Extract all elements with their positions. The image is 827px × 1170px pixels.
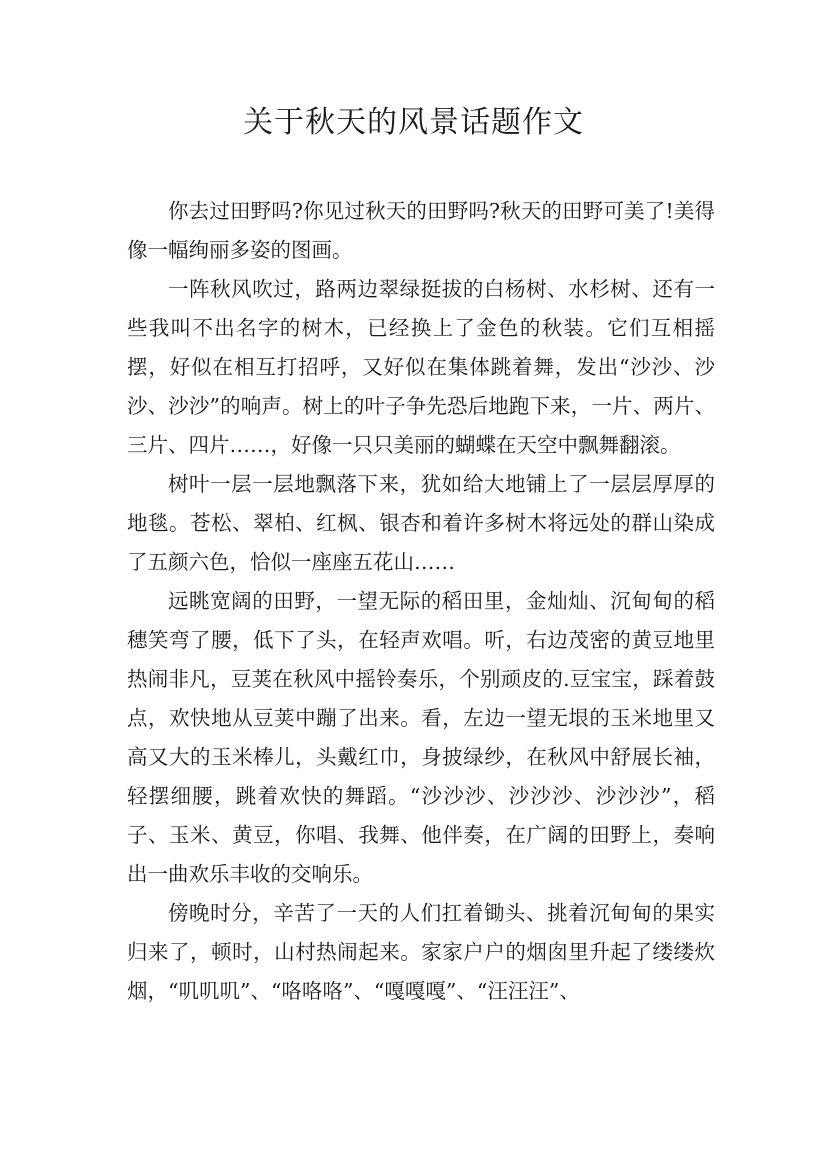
document-body [127, 192, 715, 1011]
paragraph-4: 远眺宽阔的田野，一望无际的稻田里，金灿灿、沉甸甸的稻穗笑弯了腰，低下了头，在轻声欢唱。听，右边茂密的黄豆地里热闹非凡，豆荚在秋风中摇铃奏乐，个别顽皮的.豆宝宝，踩着鼓点，欢快地从豆荚中蹦了出来。看，左边一望无垠的玉米地里又高又大的玉米棒儿，头戴红巾，身披绿纱，在秋风中舒展长袖，轻摆细腰，跳着欢快的舞蹈。“沙沙沙、沙沙沙、沙沙沙”，稻子、玉米、黄豆，你唱、我舞、他伴奏，在广阔的田野上，奏响出一曲欢乐丰收的交响乐。 [127, 589, 715, 886]
document-title: 关于秋天的风景话题作文 [243, 105, 584, 140]
paragraph-3: 树叶一层一层地飘落下来，犹如给大地铺上了一层层厚厚的地毯。苍松、翠柏、红枫、银杏和着许多树木将远处的群山染成了五颜六色，恰似一座座五花山…… [127, 472, 715, 574]
paragraph-1: 你去过田野吗?你见过秋天的田野吗?秋天的田野可美了!美得像一幅绚丽多姿的图画。 [127, 199, 715, 262]
paragraph-2: 一阵秋风吹过，路两边翠绿挺拔的白杨树、水杉树、还有一些我叫不出名字的树木，已经换上了金色的秋装。它们互相摇摆，好似在相互打招呼，又好似在集体跳着舞，发出“沙沙、沙沙、沙沙”的响声。树上的叶子争先恐后地跑下来，一片、两片、三片、四片……，好像一只只美丽的蝴蝶在天空中飘舞翻滚。 [127, 277, 715, 457]
paragraph-5: 傍晚时分，辛苦了一天的人们扛着锄头、挑着沉甸甸的果实归来了，顿时，山村热闹起来。家家户户的烟囱里升起了缕缕炊烟，“叽叽叽”、“咯咯咯”、“嘎嘎嘎”、“汪汪汪”、 [127, 901, 715, 1003]
